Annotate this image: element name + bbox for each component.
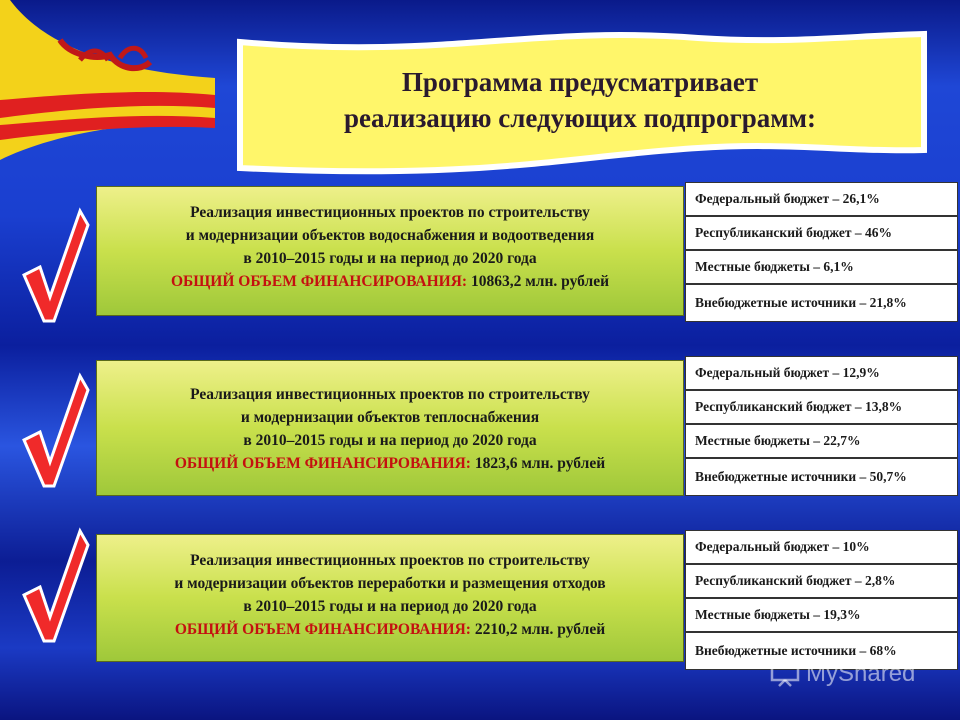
total-label: ОБЩИЙ ОБЪЕМ ФИНАНСИРОВАНИЯ: bbox=[174, 455, 471, 472]
subprogram-total bbox=[97, 270, 683, 293]
subprogram-period: в 2010–2015 годы и на период до 2020 года bbox=[243, 432, 537, 449]
funding-source: Внебюджетные источники – 68% bbox=[685, 632, 958, 670]
subprogram-total bbox=[97, 618, 683, 641]
funding-source: Местные бюджеты – 6,1% bbox=[685, 250, 958, 284]
funding-source: Местные бюджеты – 19,3% bbox=[685, 598, 958, 632]
ornament-decoration bbox=[0, 0, 230, 160]
funding-source: Федеральный бюджет – 10% bbox=[685, 530, 958, 564]
title-line-1: Программа предусматривает bbox=[401, 67, 759, 97]
funding-source: Республиканский бюджет – 46% bbox=[685, 216, 958, 250]
subprogram-period: в 2010–2015 годы и на период до 2020 года bbox=[243, 250, 537, 267]
total-value: 2210,2 млн. рублей bbox=[470, 621, 606, 638]
subprogram-card bbox=[96, 534, 684, 662]
total-value: 1823,6 млн. рублей bbox=[470, 455, 606, 472]
checkmark-icon bbox=[18, 370, 90, 490]
total-value: 10863,2 млн. рублей bbox=[467, 273, 610, 290]
funding-source: Федеральный бюджет – 26,1% bbox=[685, 182, 958, 216]
subprogram-total bbox=[97, 452, 683, 475]
funding-source: Местные бюджеты – 22,7% bbox=[685, 424, 958, 458]
funding-source: Республиканский бюджет – 2,8% bbox=[685, 564, 958, 598]
funding-source: Республиканский бюджет – 13,8% bbox=[685, 390, 958, 424]
watermark bbox=[770, 660, 915, 688]
page-title bbox=[240, 64, 920, 136]
funding-source: Внебюджетные источники – 50,7% bbox=[685, 458, 958, 496]
title-line-2: реализацию следующих подпрограмм: bbox=[344, 103, 816, 133]
subprogram-title-line: Реализация инвестиционных проектов по строительству bbox=[190, 552, 590, 569]
subprogram-title-line: и модернизации объектов переработки и размещения отходов bbox=[174, 575, 606, 592]
funding-source: Внебюджетные источники – 21,8% bbox=[685, 284, 958, 322]
subprogram-card bbox=[96, 360, 684, 496]
subprogram-title-line: Реализация инвестиционных проектов по строительству bbox=[190, 386, 590, 403]
checkmark-icon bbox=[18, 205, 90, 325]
subprogram-period: в 2010–2015 годы и на период до 2020 года bbox=[243, 598, 537, 615]
total-label: ОБЩИЙ ОБЪЕМ ФИНАНСИРОВАНИЯ: bbox=[174, 621, 471, 638]
subprogram-title-line: и модернизации объектов теплоснабжения bbox=[240, 409, 540, 426]
total-label: ОБЩИЙ ОБЪЕМ ФИНАНСИРОВАНИЯ: bbox=[170, 273, 468, 290]
funding-source: Федеральный бюджет – 12,9% bbox=[685, 356, 958, 390]
subprogram-card bbox=[96, 186, 684, 316]
subprogram-title-line: Реализация инвестиционных проектов по строительству bbox=[190, 204, 590, 221]
checkmark-icon bbox=[18, 525, 90, 645]
watermark-text: MyShared bbox=[806, 660, 916, 687]
subprogram-title-line: и модернизации объектов водоснабжения и водоотведения bbox=[185, 227, 595, 244]
presentation-icon bbox=[770, 661, 800, 687]
